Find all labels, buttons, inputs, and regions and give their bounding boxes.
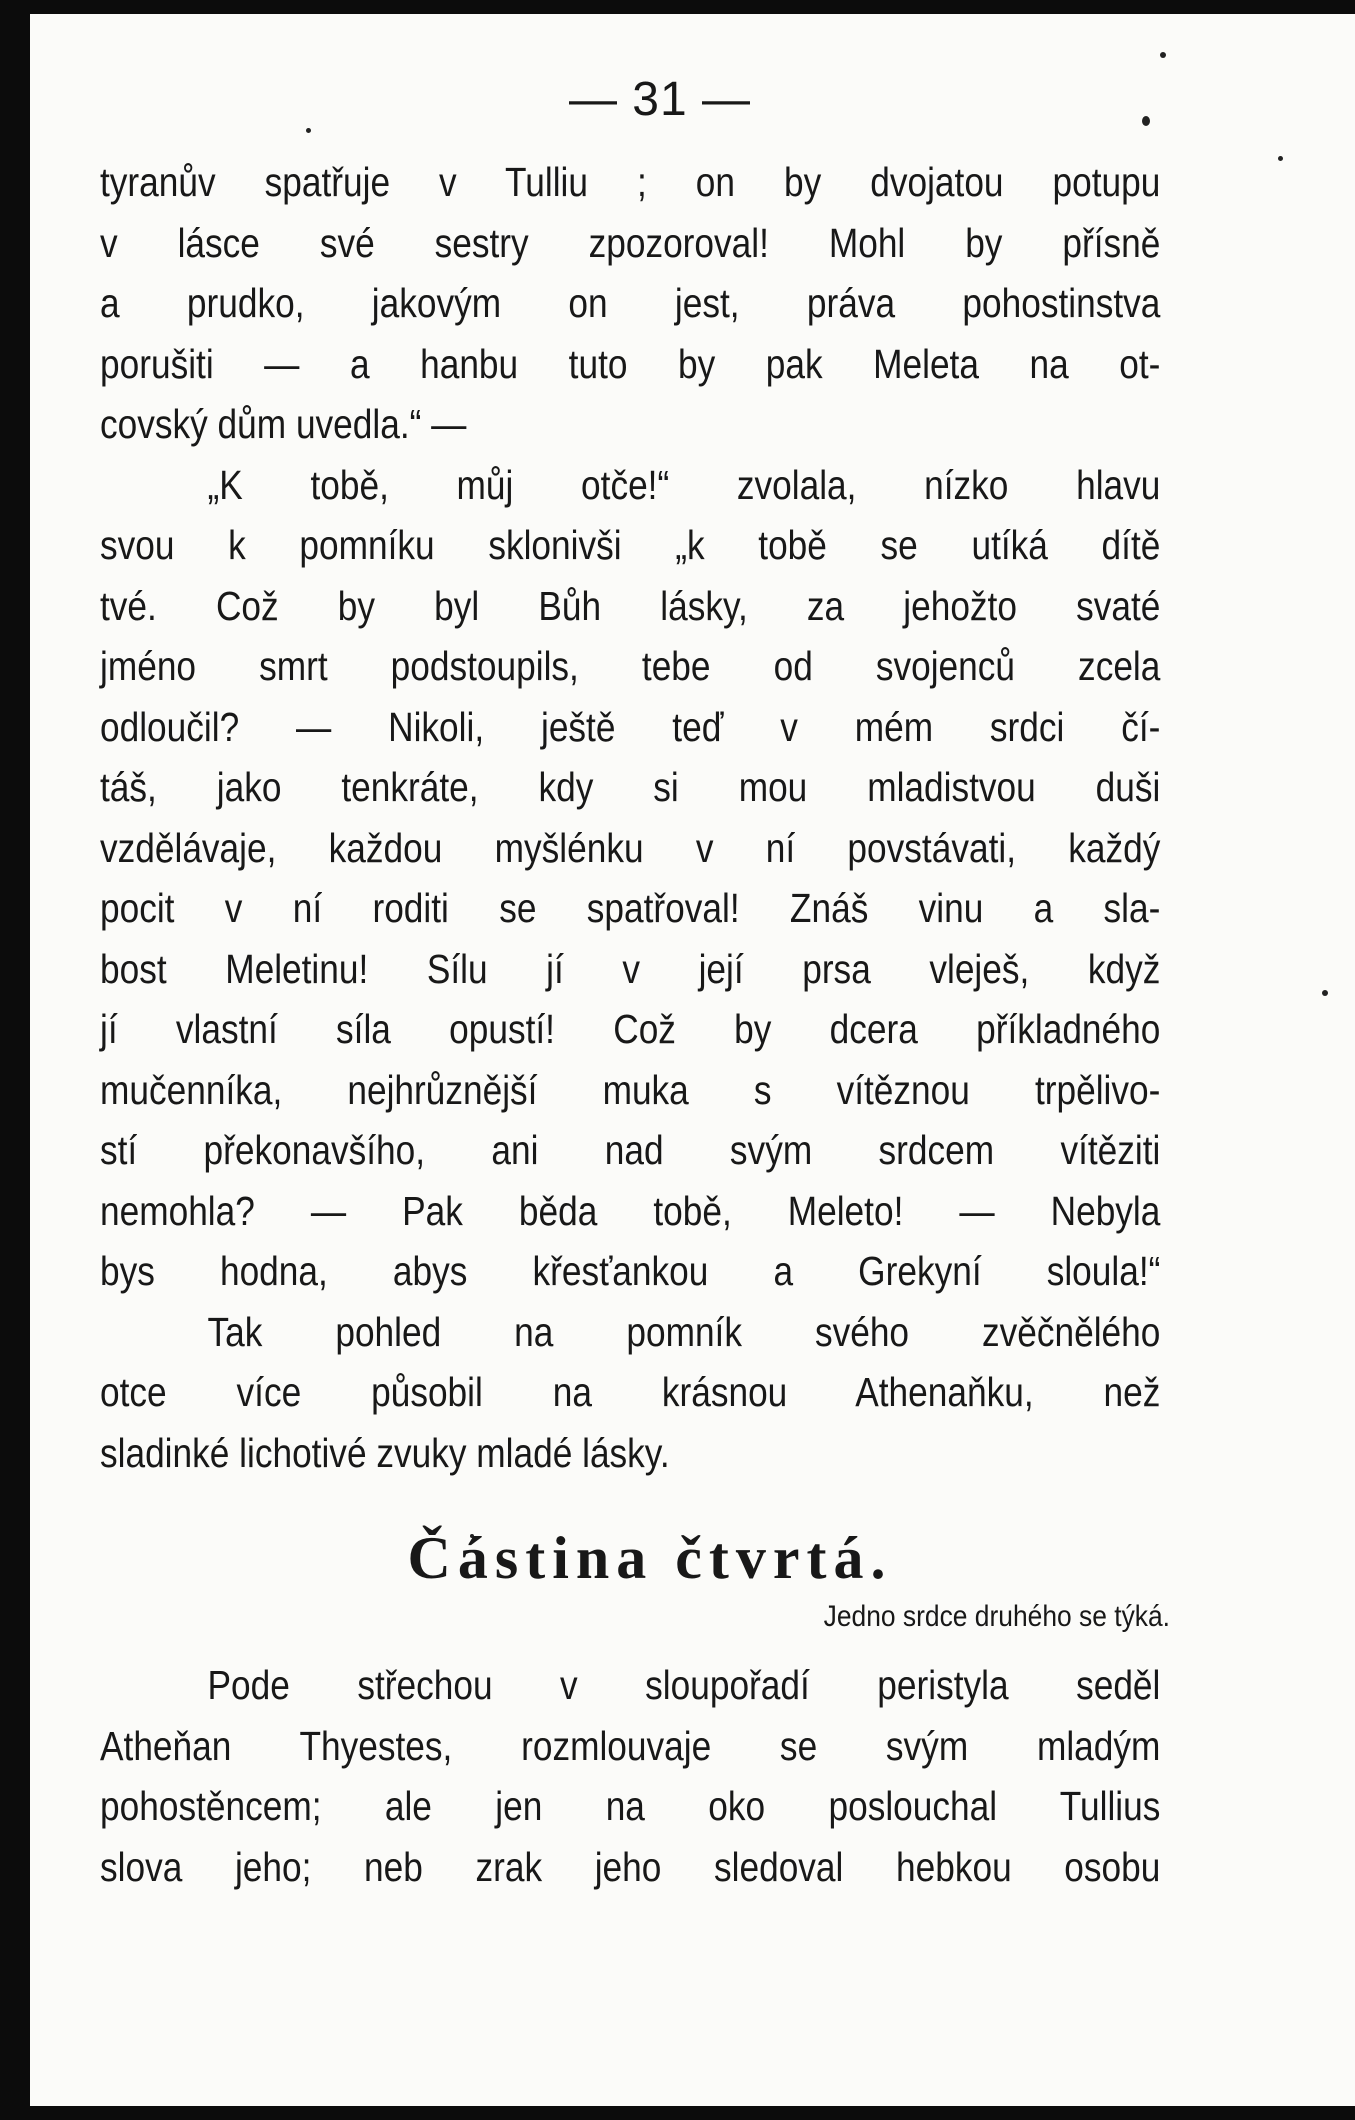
text-line: svou k pomníku sklonivši „k tobě se utíká dítě — [100, 522, 1161, 568]
text-line: v lásce své sestry zpozoroval! Mohl by přísně — [100, 219, 1161, 266]
chapter-title: Částina čtvrtá. — [407, 1525, 893, 1591]
page-number: — 31 — — [568, 73, 752, 126]
text-line: porušiti — a hanbu tuto by pak Meleta na ot- — [100, 340, 1161, 387]
text-line: tvé. Což by byl Bůh lásky, za jehožto svaté — [100, 582, 1161, 629]
text-line: bost Meletinu! Sílu jí v její prsa vleješ, když — [100, 945, 1161, 992]
text-line: otce více působil na krásnou Athenaňku, než — [100, 1369, 1161, 1415]
ink-speck — [1322, 990, 1328, 996]
text-line: bys hodna, abys křesťankou a Grekyní sloula!“ — [100, 1248, 1161, 1294]
paragraph-2 — [100, 455, 1160, 1302]
text-line: tyranův spatřuje v Tulliu ; on by dvojatou potupu — [100, 159, 1161, 205]
text-line: jí vlastní síla opustí! Což by dcera příkladného — [100, 1006, 1161, 1052]
text-line: nemohla? — Pak běda tobě, Meleto! — Nebyla — [100, 1187, 1161, 1234]
text-line: Pode střechou v sloupořadí peristyla seděl — [207, 1662, 1161, 1708]
text-line: vzdělávaje, každou myšlénku v ní povstávati, každý — [100, 824, 1161, 871]
text-line: Atheňan Thyestes, rozmlouvaje se svým mladým — [100, 1722, 1161, 1769]
text-line: táš, jako tenkráte, kdy si mou mladistvou duši — [100, 764, 1161, 810]
text-line: pocit v ní roditi se spatřoval! Znáš vinu a sla- — [100, 885, 1161, 931]
text-line: jméno smrt podstoupils, tebe od svojenců zcela — [100, 643, 1161, 689]
text-line: covský dům uvedla.“ — — [100, 401, 467, 447]
text-line: Tak pohled na pomník svého zvěčnělého — [207, 1308, 1161, 1355]
text-line: mučenníka, nejhrůznější muka s vítěznou trpělivo- — [100, 1066, 1161, 1113]
text-line: slova jeho; neb zrak jeho sledoval hebkou osobu — [100, 1843, 1161, 1890]
text-line: stí překonavšího, ani nad svým srdcem vítěziti — [100, 1127, 1161, 1173]
paragraph-4 — [100, 1655, 1160, 1897]
scan-edge-bottom — [0, 2106, 1355, 2120]
paragraph-1 — [100, 152, 1160, 455]
text-line: a prudko, jakovým on jest, práva pohostinstva — [100, 280, 1161, 326]
ink-speck — [1160, 52, 1166, 58]
text-line: sladinké lichotivé zvuky mladé lásky. — [100, 1429, 670, 1476]
book-page — [100, 70, 1170, 1897]
scan-edge-top — [0, 0, 1355, 14]
text-line: odloučil? — Nikoli, ještě teď v mém srdci čí- — [100, 703, 1161, 750]
scan-edge-left — [0, 0, 30, 2120]
paragraph-3 — [100, 1302, 1160, 1484]
text-line: „K tobě, můj otče!“ zvolala, nízko hlavu — [207, 461, 1161, 508]
ink-speck — [1278, 156, 1283, 161]
text-line: pohostěncem; ale jen na oko poslouchal Tullius — [100, 1783, 1161, 1829]
chapter-subtitle: Jedno srdce druhého se týká. — [823, 1600, 1170, 1633]
